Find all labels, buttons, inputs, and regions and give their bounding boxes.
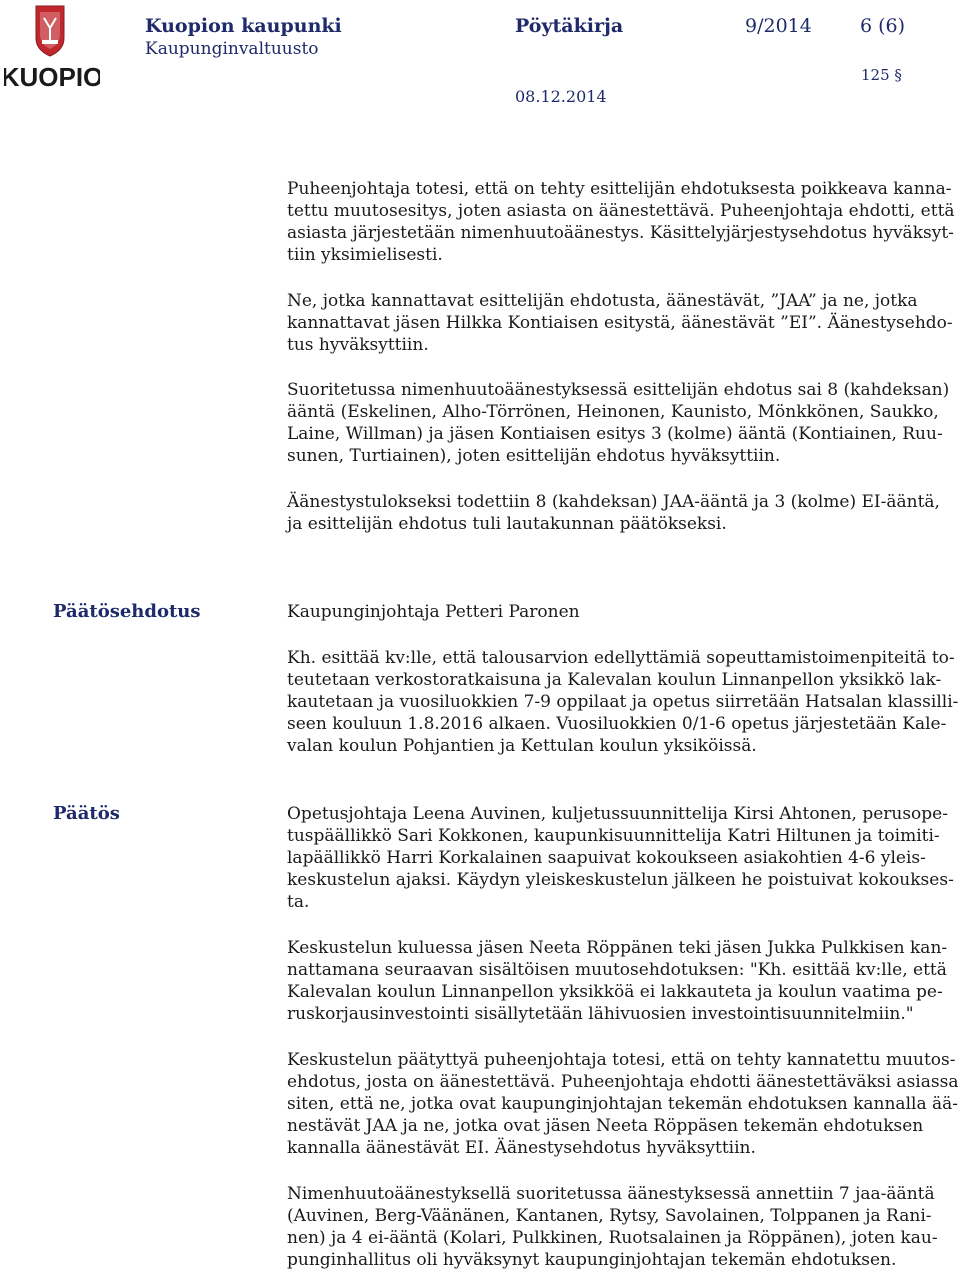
logo-wordmark: KUOPIO (4, 62, 100, 92)
page-count: 6 (6) (860, 15, 906, 37)
organization-name: Kuopion kaupunki (145, 15, 342, 37)
kuopio-coat-of-arms-icon (4, 4, 100, 96)
proposal-text: Kh. esittää kv:lle, että talousarvion edellyttämiä sopeuttamistoimenpiteitä to- teutetaan verkostoratkaisuna ja Kalevalan koulun Linnanpellon yksikkö lak- kautetaan ja vuosiluokkien 7-9 oppilaat ja opetus siirretään Hatsalan klassilli- seen kouluun 1.8.2016 alkaen. Vuosiluokkien 0/1-6 opetus järjestetään Kale- valan koulun Pohjantien ja Kettulan koulun yksiköissä. (287, 648, 959, 756)
department-name: Kaupunginvaltuusto (145, 39, 319, 59)
kuopio-logo (4, 4, 100, 96)
document-number: 9/2014 (745, 15, 812, 37)
paragraph-vote-result: Suoritetussa nimenhuutoäänestyksessä esittelijän ehdotus sai 8 (kahdeksan) ääntä (Eskelinen, Alho-Törrönen, Heinonen, Kaunisto, Mönkkönen, Saukko, Laine, Willman) ja jäsen Kontiaisen esitys 3 (kolme) ääntä (Kontiainen, Ruu- sunen, Turtiainen), joten esittelijän ehdotus hyväksyttiin. (287, 380, 950, 466)
decision-paragraph-vote-proposal: Keskustelun päätyttyä puheenjohtaja totesi, että on tehty kannatettu muutos- ehdotus, josta on äänestettävä. Puheenjohtaja ehdotti äänestettäväksi asiassa siten, että ne, jotka ovat kaupunginjohtajan tekemän ehdotuksen kannalla ää- nestävät JAA ja ne, jotka ovat jäsen Neeta Röppäsen tekemän ehdotuksen kannalla äänestävät EI. Äänestysehdotus hyväksyttiin. (287, 1050, 959, 1158)
decision-heading: Päätös (53, 803, 120, 824)
paragraph-number: 125 § (861, 66, 902, 84)
proposal-heading: Päätösehdotus (53, 601, 201, 622)
decision-paragraph-vote-result: Nimenhuutoäänestyksellä suoritetussa äänestyksessä annettiin 7 jaa-ääntä (Auvinen, Berg-Väänänen, Kantanen, Rytsy, Savolainen, Tolppanen ja Rani- nen) ja 4 ei-ääntä (Kolari, Pulkkinen, Ruotsalainen ja Röppänen), joten kau- punginhallitus oli hyväksynyt kaupunginjohtajan tekemän ehdotuksen. (287, 1184, 938, 1270)
paragraph-vote-procedure: Puheenjohtaja totesi, että on tehty esittelijän ehdotuksesta poikkeava kanna- tettu muutosesitys, joten asiasta on äänestettävä. Puheenjohtaja ehdotti, että asiasta järjestetään nimenhuutoäänestys. Käsittelyjärjestysehdotus hyväksyt- tiin yksimielisesti. (287, 179, 955, 265)
paragraph-vote-options: Ne, jotka kannattavat esittelijän ehdotusta, äänestävät, ”JAA” ja ne, jotka kannattavat jäsen Hilkka Kontiaisen esitystä, äänestävät ”EI”. Äänestysehdo- tus hyväksyttiin. (287, 291, 953, 355)
proposal-author: Kaupunginjohtaja Petteri Paronen (287, 602, 580, 622)
decision-paragraph-amendment: Keskustelun kuluessa jäsen Neeta Röppänen teki jäsen Jukka Pulkkisen kan- nattamana seuraavan sisältöisen muutosehdotuksen: "Kh. esittää kv:lle, että Kalevalan koulun Linnanpellon yksikköä ei lakkauteta ja koulun vaatima pe- ruskorjausinvestointi sisällytetään lähivuosien investointisuunnitelmiin." (287, 938, 948, 1024)
meeting-date: 08.12.2014 (515, 87, 607, 106)
paragraph-vote-outcome: Äänestystulokseksi todettiin 8 (kahdeksan) JAA-ääntä ja 3 (kolme) EI-ääntä, ja esittelijän ehdotus tuli lautakunnan päätökseksi. (287, 492, 940, 534)
document-type: Pöytäkirja (515, 15, 624, 37)
decision-paragraph-attendees: Opetusjohtaja Leena Auvinen, kuljetussuunnittelija Kirsi Ahtonen, perusope- tuspäällikkö Sari Kokkonen, kaupunkisuunnittelija Katri Hiltunen ja toimiti- lapäällikkö Harri Korkalainen saapuivat kokoukseen asiakohtien 4-6 yleis- keskustelun ajaksi. Käydyn yleiskeskustelun jälkeen he poistuivat kokoukses- ta. (287, 804, 954, 912)
